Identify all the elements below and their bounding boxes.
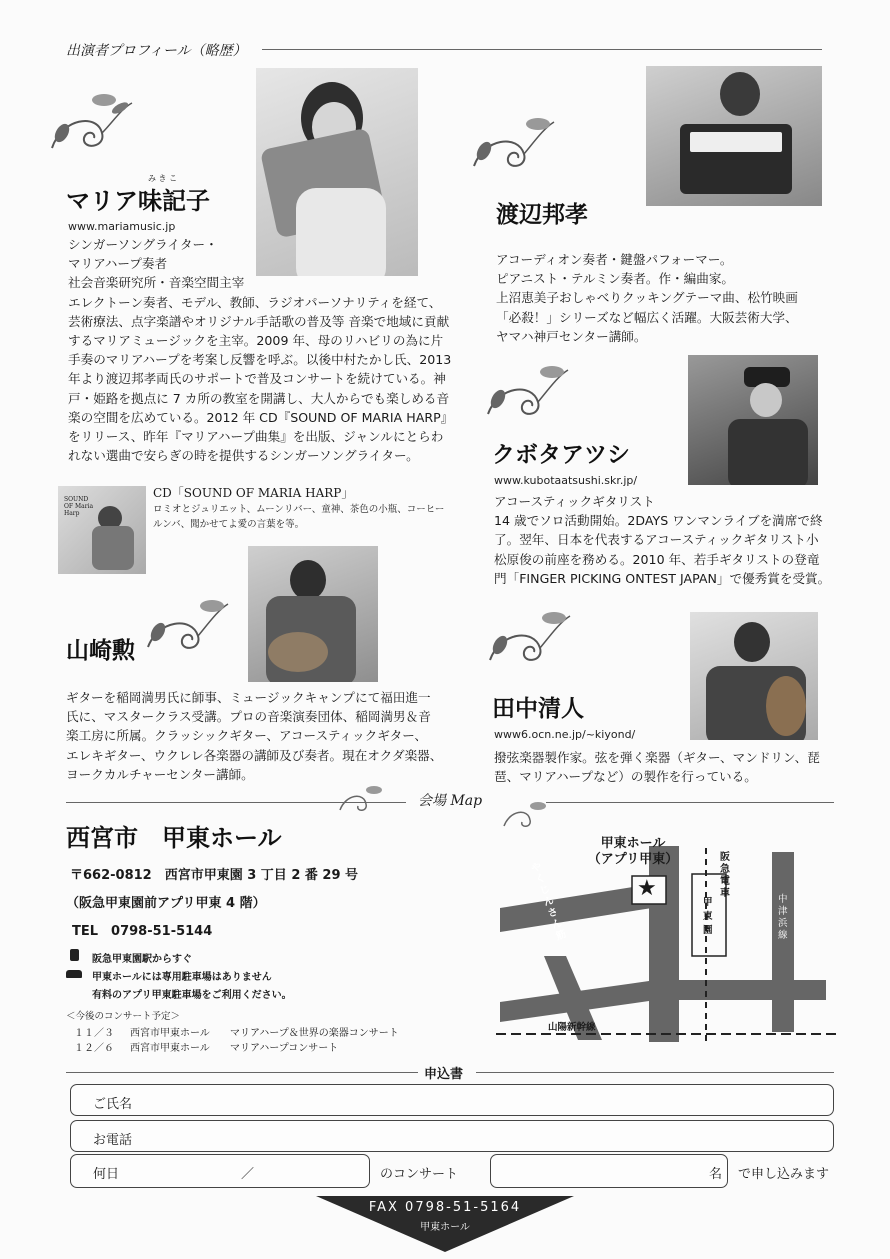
upcoming-1-date: １１／３ (74, 1028, 114, 1039)
cd-cover (58, 486, 146, 574)
venue-name: 西宮市 甲東ホール (66, 823, 282, 852)
concert-label: のコンサート (380, 1167, 459, 1182)
phone-label: お電話 (93, 1133, 133, 1148)
tanaka-name: 田中清人 (492, 695, 584, 722)
cd-tracks: ロミオとジュリエット、ムーンリバー、童神、茶色の小瓶、コーヒー ルンバ、聞かせてよ愛の言葉を等。 (153, 504, 445, 530)
yamasaki-bio: ギターを稲岡満男氏に師事、ミュージックキャンプにて福田進一 氏に、マスタークラス受講。プロの音楽演奏団体、稲岡満男＆音 楽工房に所属。クラッシックギター、アコースティックギター、 エレキギター、ウクレレ各楽器の講師及び奏者。現在オクダ楽器、 ヨークカルチャーセンター講師。 (66, 690, 443, 782)
form-rule-right (476, 1072, 834, 1073)
maria-ruby: み き こ (148, 174, 178, 183)
cd-cover-text: SOUND OF Maria Harp (64, 496, 94, 517)
access-car-1: 甲東ホールには専用駐車場はありません (92, 972, 272, 983)
header-rule (262, 49, 822, 50)
apply-label: で申し込みます (738, 1167, 830, 1182)
map-koto-label: 甲東園 (703, 897, 713, 936)
name-label: ご氏名 (93, 1097, 133, 1112)
flower-ornament (480, 354, 580, 434)
venue-heading: 会場 Map (418, 793, 483, 809)
flower-ornament (336, 780, 386, 820)
phone-field[interactable] (70, 1120, 834, 1152)
map-yakujin-label: やくじんさん筋 (529, 861, 568, 943)
venue-map (496, 830, 836, 1046)
tanaka-photo (690, 612, 818, 740)
kubota-bio: アコースティックギタリスト 14 歳でソロ活動開始。2DAYS ワンマンライブを満席で終 了。翌年、日本を代表するアコースティックギタリスト小 松原俊の前座を務める。2010 年、若手ギタリストの登竜 門「FINGER PICKING ONTEST JAPAN」で優秀賞を受賞。 (494, 494, 831, 586)
date-field[interactable] (70, 1154, 370, 1188)
map-hall-label: 甲東ホール （アプリ甲東） (587, 836, 679, 867)
cd-title: CD「SOUND OF MARIA HARP」 (153, 486, 354, 500)
access-car-2: 有料のアプリ甲東駐車場をご利用ください。 (92, 990, 292, 1001)
maria-bio: シンガーソングライター・ マリアハープ奏者 社会音楽研究所・音楽空間主宰 エレクトーン奏者、モデル、教師、ラジオパーソナリティを経て、 芸術療法、点字楽譜やオリジナル手話歌の普及等 音楽で地域に貢献 するマリアミュージックを主宰。2009 年、母のリハビリの為に片 手奏のマリアハープを考案し反響を呼ぶ。以後中村たかし氏、2013 年より渡辺邦孝両氏のサポートで普及コンサートを続けている。神 戸・姫路を拠点に 7 カ所の教室を開講し、大人からでも楽しめる音 楽の空間を広めている。2012 年 CD『SOUND OF MARIA HARP』 をリリース、昨年『マリアハープ曲集』を出版、ジャンルにとらわ れない選曲で安らぎの時を提供するシンガーソングライター。 (68, 237, 454, 464)
date-label: 何日 (93, 1167, 120, 1182)
watanabe-photo (646, 66, 822, 206)
upcoming-2-date: １２／６ (74, 1043, 114, 1054)
upcoming-2-event: マリアハープコンサート (230, 1043, 339, 1054)
yamasaki-photo (248, 546, 378, 682)
yamasaki-name: 山崎勲 (66, 637, 135, 664)
count-suffix: 名 (709, 1167, 723, 1182)
maria-name: マリア味記子 (66, 186, 210, 215)
venue-rule-right (546, 802, 834, 803)
train-icon (70, 949, 79, 961)
venue-tel: TEL 0798-51-5144 (72, 924, 213, 939)
section-title: 出演者プロフィール（略歴） (66, 43, 247, 59)
flower-ornament (140, 592, 240, 672)
maria-url: www.mariamusic.jp (68, 220, 176, 233)
fax-to: 甲東ホール (420, 1222, 470, 1233)
flower-ornament (482, 600, 582, 680)
map-star-icon: ★ (637, 876, 657, 901)
kubota-photo (688, 355, 818, 485)
name-field[interactable] (70, 1084, 834, 1116)
fax-number: FAX 0798-51-5164 (368, 1200, 522, 1215)
date-slash: ／ (241, 1167, 255, 1182)
map-sanyo-label: 山陽新幹線 (548, 1022, 596, 1033)
form-rule-left (66, 1072, 418, 1073)
tanaka-url: www6.ocn.ne.jp/~kiyond/ (494, 728, 636, 741)
upcoming-1-event: マリアハープ＆世界の楽器コンサート (230, 1028, 399, 1039)
map-nakatsu-label: 中津浜線 (778, 894, 788, 941)
upcoming-1-place: 西宮市甲東ホール (130, 1028, 210, 1039)
kubota-name: クボタアツシ (492, 441, 630, 468)
venue-building: （阪急甲東園前アプリ甲東 4 階） (66, 896, 266, 911)
flower-ornament (466, 106, 566, 186)
form-heading: 申込書 (424, 1067, 464, 1082)
access-train: 阪急甲東園駅からすぐ (92, 954, 192, 965)
watanabe-name: 渡辺邦孝 (496, 201, 588, 228)
flower-ornament (42, 88, 142, 168)
upcoming-2-place: 西宮市甲東ホール (130, 1043, 210, 1054)
kubota-url: www.kubotaatsushi.skr.jp/ (494, 474, 638, 487)
upcoming-title: ＜今後のコンサート予定＞ (66, 1011, 181, 1022)
tanaka-bio: 撥弦楽器製作家。弦を弾く楽器（ギター、マンドリン、琵 琶、マリアハープなど）の製作を行っている。 (494, 750, 820, 785)
watanabe-bio: アコーディオン奏者・鍵盤パフォーマー。 ピアニスト・テルミン奏者。作・編曲家。 上沼恵美子おしゃべりクッキングテーマ曲、松竹映画 「必殺！」シリーズなど幅広く活躍。大阪芸術大学、 ヤマハ神戸センター講師。 (496, 252, 798, 344)
map-hankyu-label: 阪急電車 (720, 852, 730, 899)
car-icon (66, 970, 82, 978)
count-field[interactable] (490, 1154, 728, 1188)
venue-postal: 〒662-0812 西宮市甲東園 3 丁目 2 番 29 号 (70, 868, 359, 883)
